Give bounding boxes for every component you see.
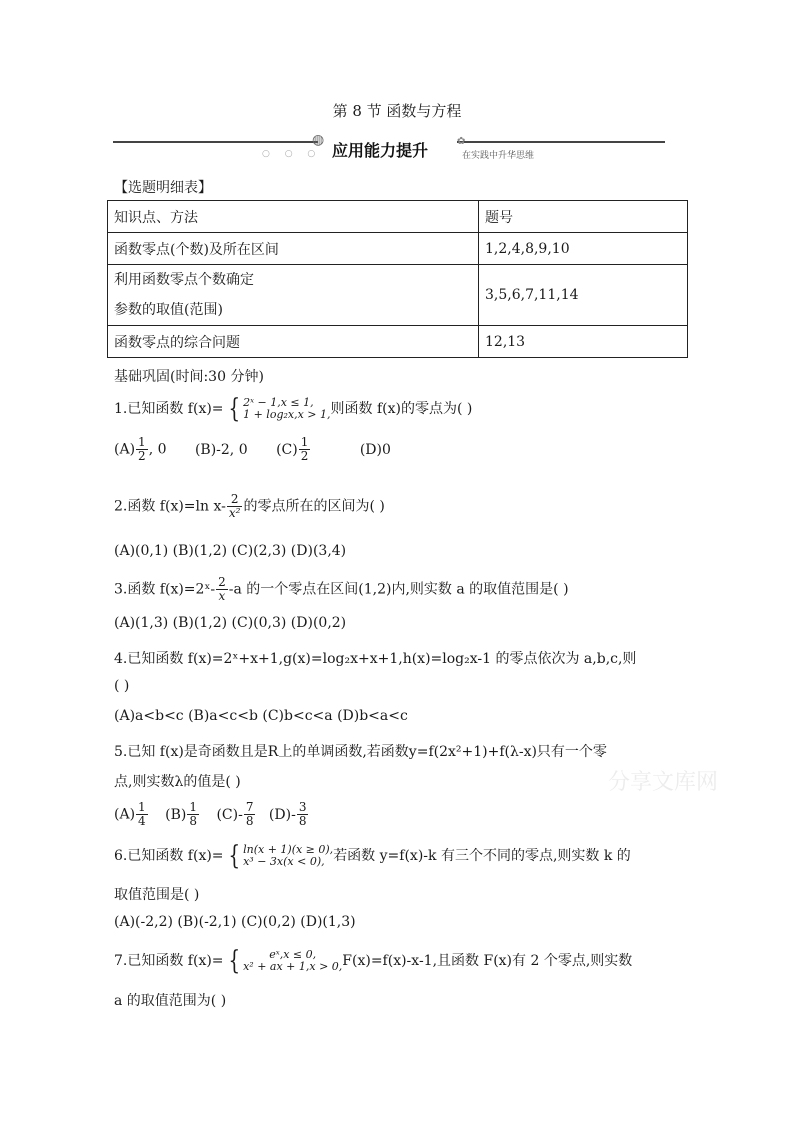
question-5-line-1: 5.已知 f(x)是奇函数且是R上的单调函数,若函数y=f(2x²+1)+f(λ-x)只有一个零: [114, 744, 607, 760]
watermark: 分享文库网: [608, 770, 719, 795]
question-7-post: F(x)=f(x)-x-1,且函数 F(x)有 2 个零点,则实数: [342, 953, 633, 969]
question-2: [114, 493, 385, 520]
banner-flower-icon: ✿: [457, 136, 466, 147]
option-d: (D)-: [268, 806, 296, 823]
case-line: ln(x + 1)(x ≥ 0),: [243, 843, 334, 856]
question-4-line-2: ( ): [114, 678, 130, 694]
fraction: $\frac{3}{8}$: [298, 800, 307, 828]
option-b: (B)-2, 0: [194, 441, 248, 458]
question-6-line-2: 取值范围是( ): [114, 887, 200, 903]
table-header-row: [108, 201, 688, 233]
table-cell-topic-line: 参数的取值(范围): [114, 302, 223, 318]
case-line: eˣ,x ≤ 0,: [269, 948, 317, 961]
fraction: $\frac{1}{2}$: [138, 435, 146, 463]
question-1: [114, 396, 472, 422]
question-7: [114, 948, 632, 974]
question-4-options: (A)a<b<c (B)a<c<b (C)b<c<a (D)b<a<c: [114, 708, 408, 724]
question-6-post: 若函数 y=f(x)-k 有三个不同的零点,则实数 k 的: [333, 848, 631, 864]
left-brace-icon: {: [228, 841, 240, 871]
table-heading: 【选题明细表】: [114, 180, 212, 196]
question-3-post: -a 的一个零点在区间(1,2)内,则实数 a 的取值范围是( ): [228, 581, 569, 598]
question-5-line-2: 点,则实数λ的值是( ): [114, 774, 241, 790]
case-line: 1 + log₂x,x > 1,: [243, 408, 331, 421]
question-4-line-1: 4.已知函数 f(x)=2ˣ+x+1,g(x)=log₂x+x+1,h(x)=log₂x-1 的零点依次为 a,b,c,则: [114, 651, 637, 667]
topic-table: [107, 200, 688, 358]
page-title: 第 8 节 函数与方程: [332, 102, 462, 120]
fraction: $\frac{2}{\text{x²}}$: [228, 492, 241, 520]
question-2-options: (A)(0,1) (B)(1,2) (C)(2,3) (D)(3,4): [114, 543, 347, 559]
piecewise-function: [226, 948, 343, 974]
case-line: 2ˣ − 1,x ≤ 1,: [243, 396, 314, 409]
question-3-options: (A)(1,3) (B)(1,2) (C)(0,3) (D)(0,2): [114, 615, 347, 631]
question-6-stem: 6.已知函数 f(x)=: [114, 848, 224, 864]
option-d: (D)0: [359, 441, 391, 458]
question-7-line-2: a 的取值范围为( ): [114, 993, 227, 1009]
banner-right-rule: [457, 141, 665, 143]
banner-title: 应用能力提升: [332, 141, 429, 160]
option-a: (A): [114, 441, 136, 458]
question-5-options: [114, 801, 309, 828]
table-cell-topic-line: 利用函数零点个数确定: [114, 272, 254, 288]
table-row: [108, 233, 688, 265]
case-line: x³ − 3x(x < 0),: [243, 855, 325, 868]
banner-left-rule: [113, 141, 318, 143]
fraction: $\frac{7}{8}$: [245, 800, 254, 828]
table-cell-nums: 12,13: [479, 326, 688, 358]
fraction: $\frac{1}{8}$: [189, 800, 197, 828]
question-2-post: 的零点所在的区间为( ): [243, 498, 385, 515]
question-2-stem: 2.函数 f(x)=ln x-: [114, 498, 226, 515]
fraction: $\frac{1}{4}$: [138, 800, 146, 828]
question-1-post: 则函数 f(x)的零点为( ): [330, 401, 473, 417]
fraction: $\frac{1}{2}$: [300, 435, 309, 463]
table-col-header: 知识点、方法: [108, 201, 479, 233]
table-row: [108, 326, 688, 358]
question-1-options: (A) $\frac{1}{2}$ , 0 (B)-2, 0 (C) $\frac{1}{2}$ (D)0: [114, 435, 391, 463]
fraction: $\frac{2}{x}$: [218, 575, 226, 603]
left-brace-icon: {: [228, 394, 240, 424]
table-col-header: 题号: [479, 201, 688, 233]
question-3: [114, 576, 569, 603]
table-cell-topic: [108, 265, 479, 326]
option-a: (A): [114, 806, 136, 823]
section-heading: 基础巩固(时间:30 分钟): [114, 369, 264, 385]
question-1-stem: 1.已知函数 f(x)=: [114, 401, 224, 417]
banner-leaf-icon: ◍: [312, 132, 325, 148]
case-line: x² + ax + 1,x > 0,: [243, 960, 343, 973]
option-c: (C): [276, 441, 298, 458]
option-c: (C)-: [216, 806, 243, 823]
option-b: (B): [165, 806, 187, 823]
table-row: [108, 265, 688, 326]
question-3-stem: 3.函数 f(x)=2ˣ-: [114, 581, 216, 598]
question-6-options: (A)(-2,2) (B)(-2,1) (C)(0,2) (D)(1,3): [114, 914, 356, 930]
piecewise-function: [226, 843, 334, 869]
question-7-stem: 7.已知函数 f(x)=: [114, 953, 224, 969]
piecewise-function: [226, 396, 331, 422]
table-cell-topic: 函数零点(个数)及所在区间: [108, 233, 479, 265]
table-cell-topic: 函数零点的综合问题: [108, 326, 479, 358]
question-6: [114, 843, 631, 869]
left-brace-icon: {: [228, 946, 240, 976]
banner-dots: ○ ○ ○: [262, 149, 322, 159]
table-cell-nums: 1,2,4,8,9,10: [479, 233, 688, 265]
table-cell-nums: 3,5,6,7,11,14: [479, 265, 688, 326]
banner-subtitle: 在实践中升华思维: [462, 151, 535, 161]
